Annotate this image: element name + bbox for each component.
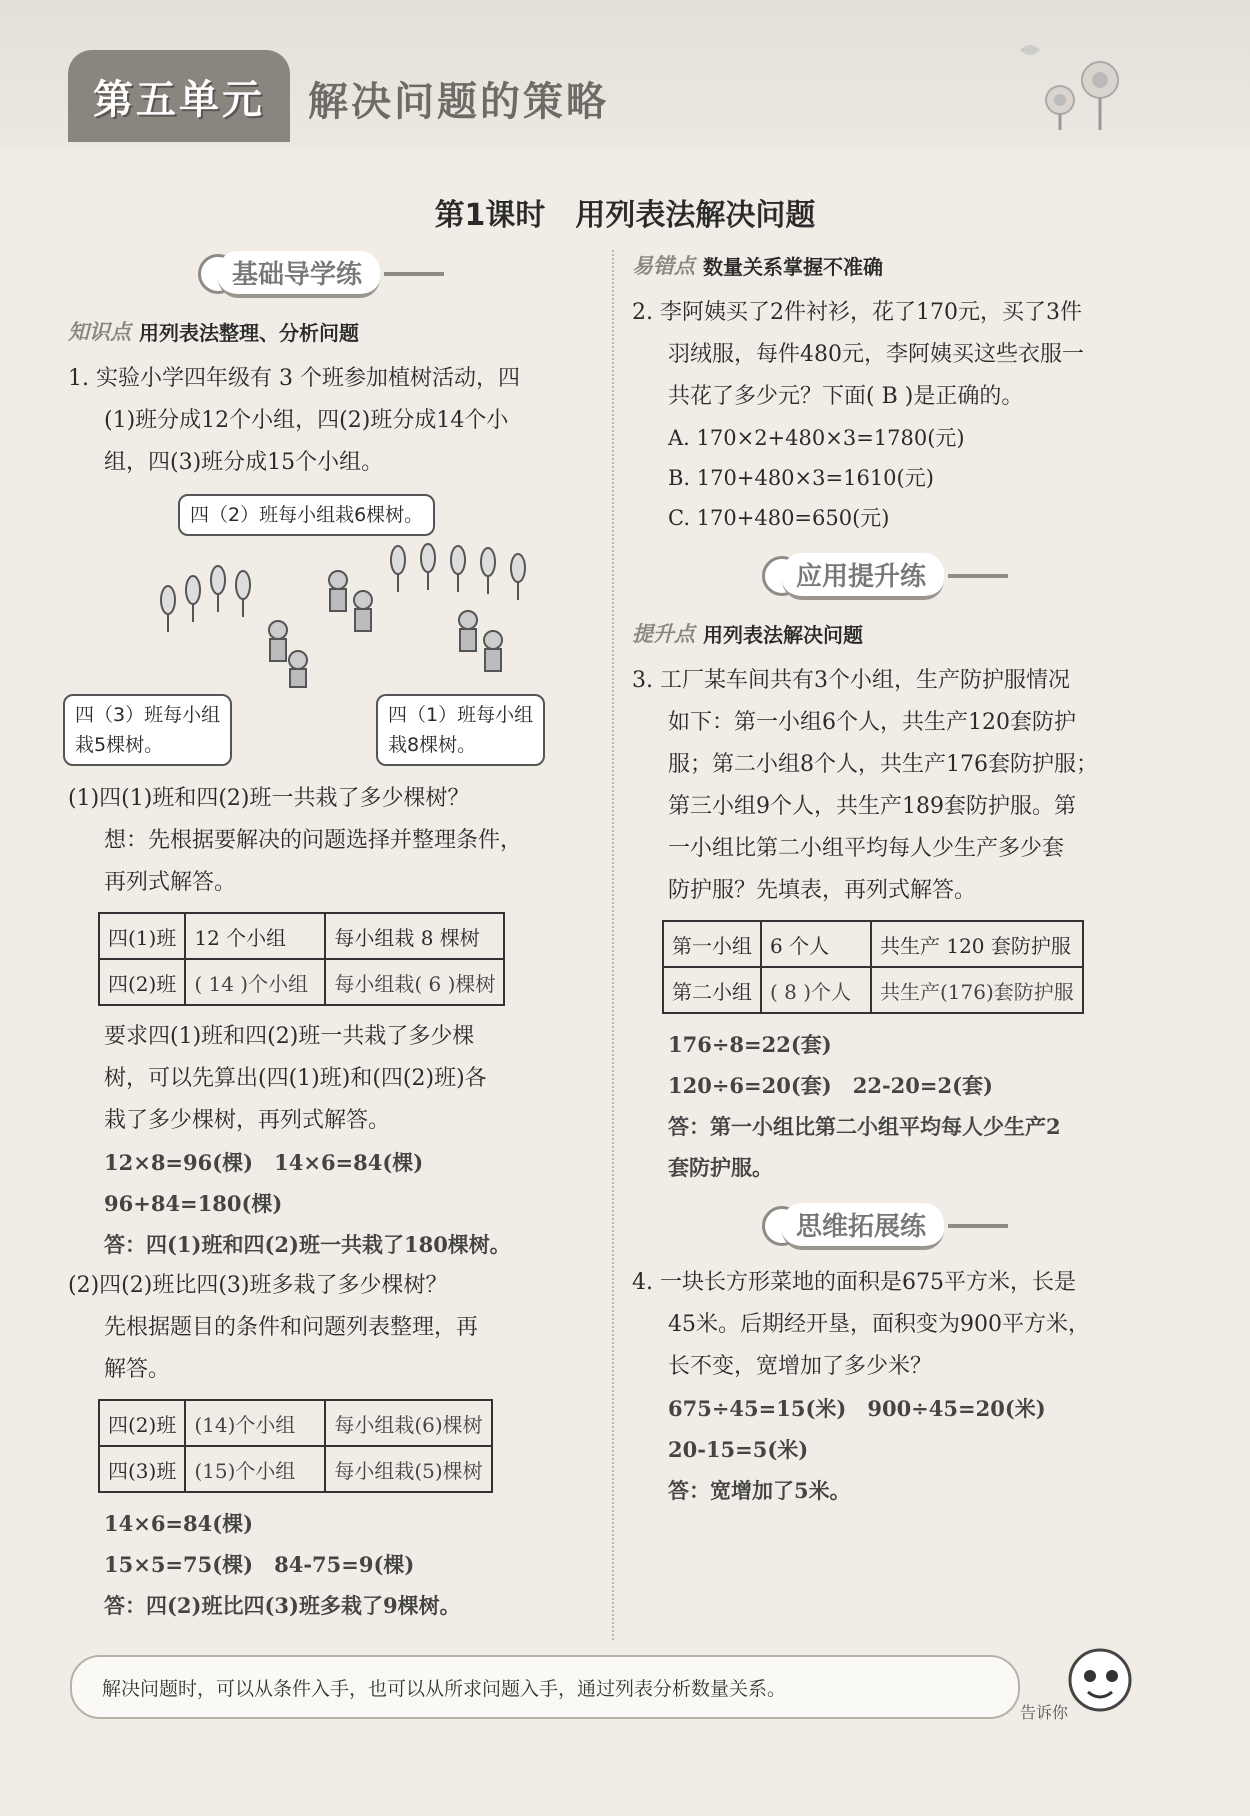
answer-line: 14×6=84(棵) — [104, 1511, 254, 1536]
table-class-2-3 — [98, 1399, 493, 1493]
question-1 — [68, 358, 603, 484]
section-title: 应用提升练 — [782, 553, 944, 600]
point-text: 用列表法解决问题 — [703, 622, 863, 647]
table-cell: (14)个小组 — [185, 1400, 325, 1446]
hint-line: 树，可以先算出(四(1)班)和(四(2)班)各 — [104, 1066, 487, 1091]
q1b-line: 先根据题目的条件和问题列表整理，再 — [104, 1315, 479, 1340]
table-cell: 每小组栽(5)棵树 — [325, 1446, 491, 1492]
callout-line: 栽5棵树。 — [75, 734, 164, 756]
callout-line: 四（1）班每小组 — [388, 704, 534, 726]
callout-line: 栽8棵树。 — [388, 734, 477, 756]
table-cell: 第一小组 — [663, 921, 761, 967]
answer-line: 20-15=5(米) — [668, 1437, 809, 1462]
q3-line: 服；第二小组8个人，共生产176套防护服； — [668, 752, 1098, 777]
banner-lines — [948, 1224, 1008, 1228]
q4-line: 4. 一块长方形菜地的面积是675平方米，长是 — [632, 1270, 1076, 1295]
table-cell: 12 个小组 — [185, 913, 325, 959]
answer-line: 15×5=75(棵) 84-75=9(棵) — [104, 1552, 415, 1577]
q2-line: 共花了多少元？下面( B )是正确的。 — [668, 384, 1024, 409]
lesson-title: 第1课时 用列表法解决问题 — [434, 198, 816, 233]
point-tag: 易错点 — [632, 254, 695, 278]
table-cell: 四(2)班 — [99, 959, 185, 1005]
q4-line: 长不变，宽增加了多少米？ — [668, 1354, 933, 1379]
q1a-line: 再列式解答。 — [104, 870, 237, 895]
table-cell: ( 14 )个小组 — [185, 959, 325, 1005]
question-4 — [632, 1262, 1164, 1388]
q3-line: 3. 工厂某车间共有3个小组，生产防护服情况 — [632, 668, 1070, 693]
point-text: 用列表法整理、分析问题 — [139, 320, 359, 345]
q3-line: 如下：第一小组6个人，共生产120套防护 — [668, 710, 1076, 735]
q2-line: 羽绒服，每件480元，李阿姨买这些衣服一 — [668, 342, 1084, 367]
table-cell: 每小组栽(6)棵树 — [325, 1400, 491, 1446]
tree-planting-illustration — [68, 484, 603, 774]
answer-line: 176÷8=22(套) — [668, 1032, 832, 1057]
section-title: 基础导学练 — [218, 251, 380, 298]
table-cell: 共生产(176)套防护服 — [871, 967, 1083, 1013]
table-cell: 6 个人 — [761, 921, 871, 967]
table-groups — [662, 920, 1084, 1014]
hint-line: 栽了多少棵树，再列式解答。 — [104, 1108, 391, 1133]
table-row — [99, 1400, 492, 1446]
knowledge-point — [68, 316, 603, 346]
table-cell: 四(1)班 — [99, 913, 185, 959]
answer-line: 12×8=96(棵) 14×6=84(棵) — [104, 1150, 424, 1175]
answer-line: 答：四(2)班比四(3)班多栽了9棵树。 — [104, 1593, 461, 1618]
hint-line: 要求四(1)班和四(2)班一共栽了多少棵 — [104, 1024, 475, 1049]
option-a: A. 170×2+480×3=1780(元) — [668, 426, 965, 450]
unit-label: 第五单元 — [93, 76, 265, 123]
section-banner-basic — [198, 250, 603, 298]
column-divider — [612, 250, 614, 1640]
right-column — [632, 250, 1164, 1511]
question-1-part-1 — [68, 778, 603, 904]
table-cell: 每小组栽 8 棵树 — [325, 913, 504, 959]
question-1-part-1-hint — [68, 1016, 603, 1142]
q3-line: 一小组比第二小组平均每人少生产多少套 — [668, 836, 1065, 861]
table-cell: ( 8 )个人 — [761, 967, 871, 1013]
option-c: C. 170+480=650(元) — [668, 506, 890, 530]
q4-line: 45米。后期经开垦，面积变为900平方米， — [668, 1312, 1090, 1337]
children-planting-trees-icon — [148, 540, 568, 690]
q1-line: (1)班分成12个小组，四(2)班分成14个小 — [104, 408, 509, 433]
option-b: B. 170+480×3=1610(元) — [668, 466, 934, 490]
question-2 — [632, 292, 1164, 538]
answer-line: 675÷45=15(米) 900÷45=20(米) — [668, 1396, 1046, 1421]
table-cell: 四(2)班 — [99, 1400, 185, 1446]
question-1-part-1-answer — [68, 1142, 603, 1265]
q3-line: 第三小组9个人，共生产189套防护服。第 — [668, 794, 1076, 819]
callout-line: 四（3）班每小组 — [75, 704, 221, 726]
point-tag: 知识点 — [68, 320, 131, 344]
table-row — [99, 959, 504, 1005]
table-row — [663, 967, 1083, 1013]
flower-decoration-icon — [1000, 30, 1140, 130]
table-cell: (15)个小组 — [185, 1446, 325, 1492]
answer-line: 套防护服。 — [668, 1155, 773, 1180]
table-row — [663, 921, 1083, 967]
table-cell: 共生产 120 套防护服 — [871, 921, 1083, 967]
table-class-1-2 — [98, 912, 505, 1006]
callout-class-2: 四（2）班每小组栽6棵树。 — [178, 494, 435, 536]
unit-title: 解决问题的策略 — [308, 79, 609, 125]
mascot — [1020, 1640, 1140, 1730]
banner-lines — [948, 574, 1008, 578]
answer-line: 答：四(1)班和四(2)班一共栽了180棵树。 — [104, 1232, 511, 1257]
question-1-part-2-answer — [68, 1503, 603, 1626]
q1b-line: 解答。 — [104, 1357, 171, 1382]
banner-lines — [384, 272, 444, 276]
unit-tab — [68, 50, 290, 142]
q3-line: 防护服？先填表，再列式解答。 — [668, 878, 977, 903]
q2-line: 2. 李阿姨买了2件衬衫，花了170元，买了3件 — [632, 300, 1082, 325]
q1b-line: (2)四(2)班比四(3)班多栽了多少棵树？ — [68, 1273, 448, 1298]
answer-line: 答：第一小组比第二小组平均每人少生产2 — [668, 1114, 1061, 1139]
q1-line: 1. 实验小学四年级有 3 个班参加植树活动，四 — [68, 366, 520, 391]
tip-box — [70, 1655, 1020, 1719]
improve-point — [632, 618, 1164, 648]
callout-class-1 — [376, 694, 545, 766]
question-4-answer — [632, 1388, 1164, 1511]
table-row — [99, 913, 504, 959]
section-banner-applied — [762, 552, 1164, 600]
section-banner-thinking — [762, 1202, 1164, 1250]
mascot-label: 告诉你 — [1020, 1703, 1069, 1722]
question-1-part-2 — [68, 1265, 603, 1391]
point-tag: 提升点 — [632, 622, 695, 646]
question-3 — [632, 660, 1164, 912]
table-cell: 四(3)班 — [99, 1446, 185, 1492]
table-row — [99, 1446, 492, 1492]
callout-class-3 — [63, 694, 232, 766]
table-cell: 每小组栽( 6 )棵树 — [325, 959, 504, 1005]
q1a-line: (1)四(1)班和四(2)班一共栽了多少棵树？ — [68, 786, 470, 811]
answer-line: 答：宽增加了5米。 — [668, 1478, 851, 1503]
q1-line: 组，四(3)班分成15个小组。 — [104, 450, 384, 475]
question-3-answer — [632, 1024, 1164, 1188]
table-cell: 第二小组 — [663, 967, 761, 1013]
left-column — [68, 250, 603, 1626]
section-title: 思维拓展练 — [782, 1203, 944, 1250]
point-text: 数量关系掌握不准确 — [703, 254, 883, 279]
answer-line: 120÷6=20(套) 22-20=2(套) — [668, 1073, 993, 1098]
error-point — [632, 250, 1164, 280]
q1a-line: 想：先根据要解决的问题选择并整理条件， — [104, 828, 523, 853]
tip-text: 解决问题时，可以从条件入手，也可以从所求问题入手，通过列表分析数量关系。 — [102, 1677, 787, 1700]
answer-line: 96+84=180(棵) — [104, 1191, 283, 1216]
